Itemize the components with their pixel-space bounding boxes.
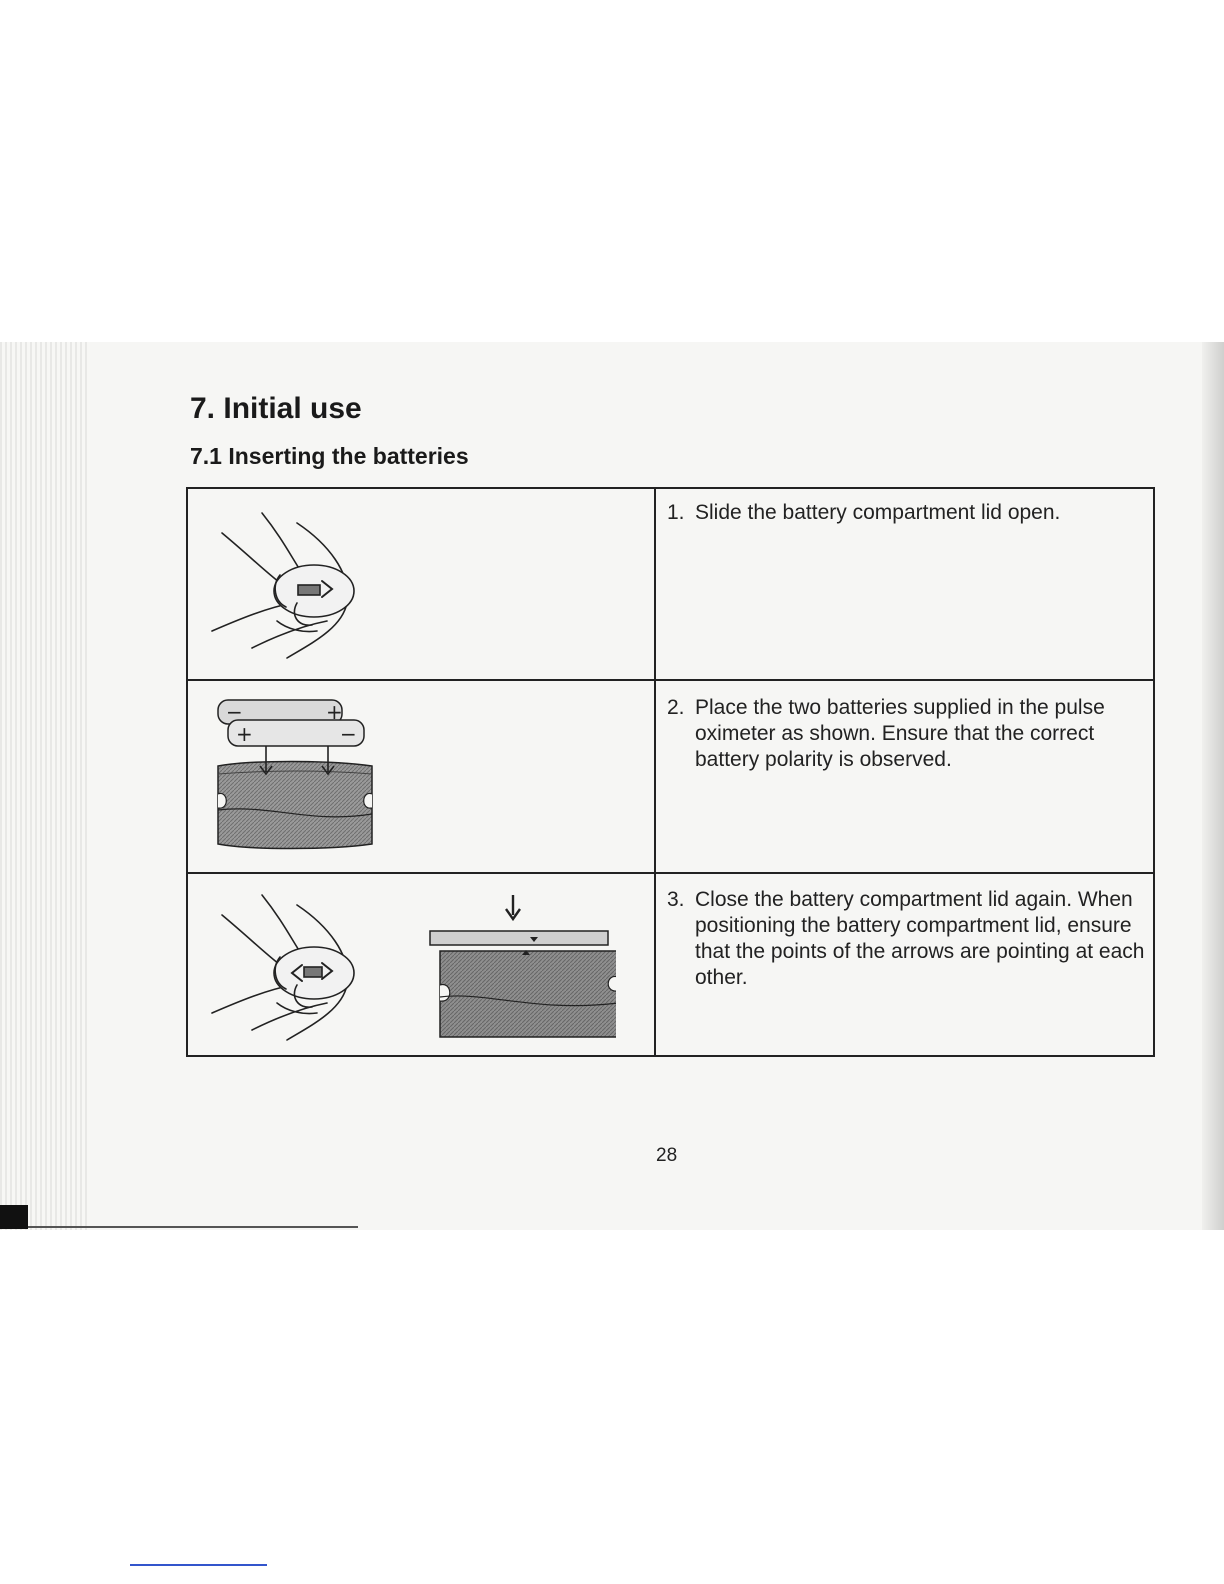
- table-column-divider: [654, 489, 656, 1055]
- step-text: Place the two batteries supplied in the pulse oximeter as shown. Ensure that the correct battery polarity is observed.: [695, 696, 1105, 771]
- footer-link-underline: [130, 1564, 267, 1566]
- hand-opening-lid-icon: [202, 503, 382, 663]
- right-page-edge: [1202, 342, 1224, 1230]
- step-text: Close the battery compartment lid again. When positioning the battery compartment lid, ensure that the points of the arrows are pointing at each other.: [695, 888, 1145, 989]
- bottom-edge-rule: [28, 1226, 358, 1228]
- book-spine-edge: [0, 342, 90, 1230]
- subsection-heading: 7.1 Inserting the batteries: [190, 443, 469, 469]
- step-text: Slide the battery compartment lid open.: [695, 501, 1061, 524]
- step-number: 3.: [667, 888, 685, 911]
- battery-plus-symbol: +: [326, 700, 343, 724]
- table-row-divider: [188, 872, 1153, 874]
- hand-closing-lid-icon: [202, 885, 382, 1045]
- step-number: 1.: [667, 501, 685, 524]
- battery-minus-symbol: −: [340, 722, 357, 746]
- table-row-divider: [188, 679, 1153, 681]
- lid-closing-diagram-icon: [426, 887, 616, 1047]
- section-heading: 7. Initial use: [190, 392, 362, 425]
- step-number: 2.: [667, 696, 685, 719]
- batteries-insertion-icon: [210, 694, 380, 854]
- battery-plus-symbol: +: [236, 722, 253, 746]
- page-number: 28: [656, 1145, 678, 1166]
- spine-corner-mark: [0, 1205, 28, 1229]
- battery-minus-symbol: −: [226, 700, 243, 724]
